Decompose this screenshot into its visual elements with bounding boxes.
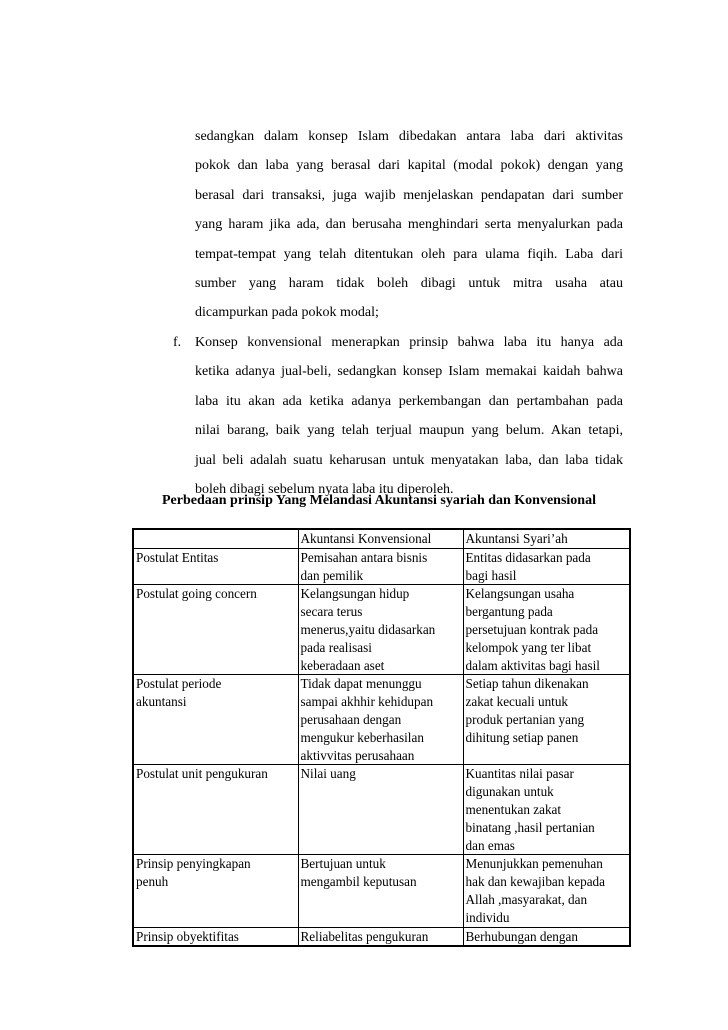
text-line: yang haram jika ada, dan berusaha menghindari serta menyalurkan pada: [195, 217, 623, 233]
text-line: nilai barang, baik yang telah terjual maupun yang belum. Akan tetapi,: [195, 423, 623, 439]
table-cell: Menunjukkan pemenuhan hak dan kewajiban kepada Allah ,masyarakat, dan individu: [463, 855, 630, 927]
table-cell: Postulat going concern: [133, 585, 298, 675]
paragraph-continuation: [195, 127, 623, 333]
text-line: pokok dan laba yang berasal dari kapital (modal pokok) dengan yang: [195, 158, 623, 174]
table-cell: Postulat Entitas: [133, 548, 298, 585]
table-cell: Kelangsungan hidup secara terus menerus,yaitu didasarkan pada realisasi keberadaan aset: [298, 585, 463, 675]
text-line: berasal dari transaksi, juga wajib menjelaskan pendapatan dari sumber: [195, 187, 623, 203]
table-cell: Prinsip obyektifitas: [133, 927, 298, 946]
table-cell: Berhubungan dengan: [463, 927, 630, 946]
list-item-f: [195, 333, 623, 509]
text-line: sedangkan dalam konsep Islam dibedakan antara laba dari aktivitas: [195, 129, 623, 144]
table-cell: Postulat unit pengukuran: [133, 765, 298, 855]
table-cell: Kelangsungan usaha bergantung pada persetujuan kontrak pada kelompok yang ter libat dalam aktivitas bagi hasil: [463, 585, 630, 675]
text-line: boleh dibagi sebelum nyata laba itu diperoleh.: [195, 481, 454, 497]
table-header-cell: [133, 529, 298, 548]
comparison-table: [132, 528, 631, 947]
table-row: [133, 855, 630, 927]
table-header-row: [133, 529, 630, 548]
table-row: [133, 548, 630, 585]
table-cell: Nilai uang: [298, 765, 463, 855]
table-cell: Tidak dapat menunggu sampai akhhir kehidupan perusahaan dengan mengukur keberhasilan aktivvitas perusahaan: [298, 675, 463, 765]
table-cell: Bertujuan untuk mengambil keputusan: [298, 855, 463, 927]
text-line: dicampurkan pada pokok modal;: [195, 305, 379, 321]
table-cell: Prinsip penyingkapan penuh: [133, 855, 298, 927]
table-heading: Perbedaan prinsip Yang Melandasi Akuntansi syariah dan Konvensional: [162, 493, 596, 508]
table-header-cell: Akuntansi Konvensional: [298, 529, 463, 548]
table-cell: Kuantitas nilai pasar digunakan untuk menentukan zakat binatang ,hasil pertanian dan emas: [463, 765, 630, 855]
table-row: [133, 927, 630, 946]
text-line: tempat-tempat yang telah ditentukan oleh para ulama fiqih. Laba dari: [195, 246, 623, 262]
table-cell: Reliabelitas pengukuran: [298, 927, 463, 946]
text-line: sumber yang haram tidak boleh dibagi untuk mitra usaha atau: [195, 275, 623, 291]
list-marker: f.: [173, 335, 182, 350]
text-line: Konsep konvensional menerapkan prinsip bahwa laba itu hanya ada: [195, 335, 623, 350]
text-line: jual beli adalah suatu keharusan untuk menyatakan laba, dan laba tidak: [195, 452, 623, 468]
table-row: [133, 675, 630, 765]
table-header-cell: Akuntansi Syari’ah: [463, 529, 630, 548]
table-cell: Pemisahan antara bisnis dan pemilik: [298, 548, 463, 585]
table-cell: Entitas didasarkan pada bagi hasil: [463, 548, 630, 585]
table-row: [133, 765, 630, 855]
table-row: [133, 585, 630, 675]
text-line: laba itu akan ada ketika adanya perkembangan dan pertambahan pada: [195, 393, 623, 409]
table-cell: Postulat periode akuntansi: [133, 675, 298, 765]
table-cell: Setiap tahun dikenakan zakat kecuali untuk produk pertanian yang dihitung setiap panen: [463, 675, 630, 765]
text-line: ketika adanya jual-beli, sedangkan konsep Islam memakai kaidah bahwa: [195, 364, 623, 380]
